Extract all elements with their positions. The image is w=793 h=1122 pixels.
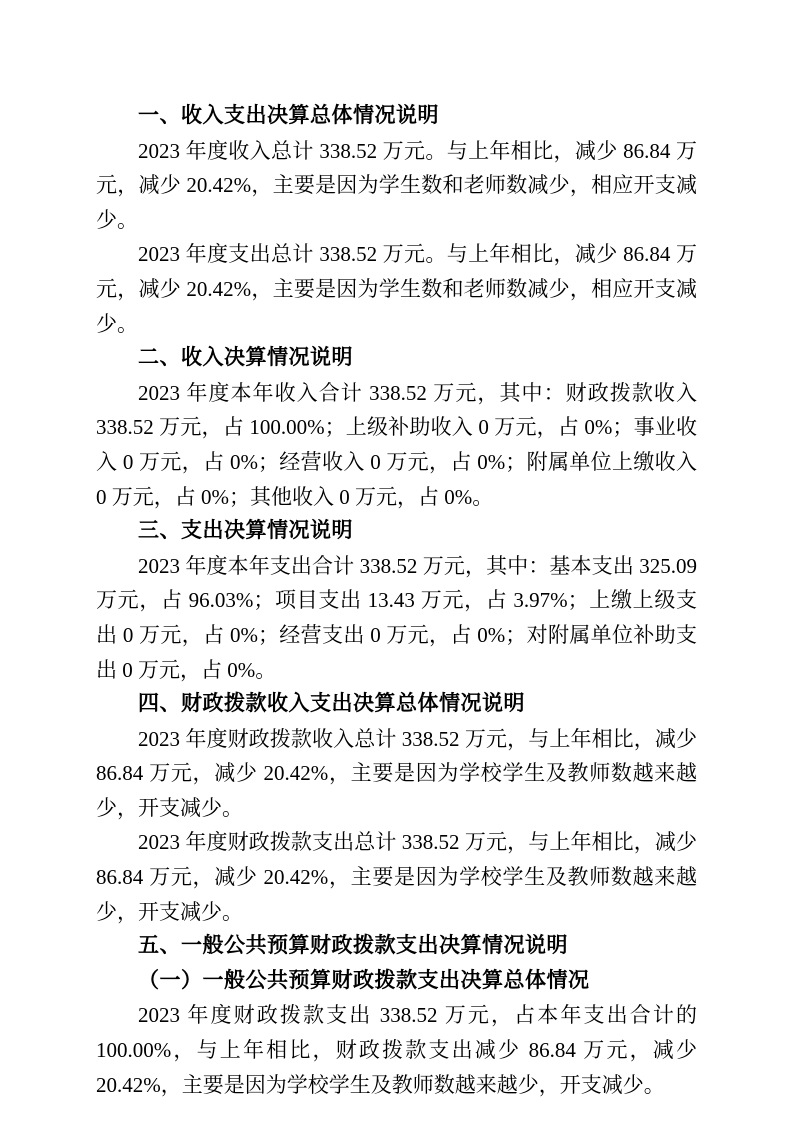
section-expenditure-final-accounts (96, 514, 697, 687)
section-income-final-accounts (96, 341, 697, 514)
section-5-subheading-1: （一）一般公共预算财政拨款支出决算总体情况 (138, 968, 590, 992)
section-2-heading: 二、收入决算情况说明 (138, 346, 353, 370)
section-fiscal-appropriation-overview (96, 687, 697, 929)
section-3-heading: 三、支出决算情况说明 (138, 519, 353, 543)
section-4-paragraph-1: 2023 年度财政拨款收入总计 338.52 万元，与上年相比，减少 86.84 万元，减少 20.42%，主要是因为学校学生及教师数越来越少，开支减少。 (96, 726, 697, 820)
section-1-paragraph-1: 2023 年度收入总计 338.52 万元。与上年相比，减少 86.84 万元，减少 20.42%，主要是因为学生数和老师数减少，相应开支减少。 (96, 138, 697, 232)
section-general-public-budget-expenditure (96, 929, 697, 1102)
section-5-paragraph-1: 2023 年度财政拨款支出 338.52 万元，占本年支出合计的 100.00%，与上年相比，财政拨款支出减少 86.84 万元，减少 20.42%，主要是因为学校学生及教师数越来越少，开支减少。 (96, 1003, 697, 1097)
section-2-paragraph-1: 2023 年度本年收入合计 338.52 万元，其中：财政拨款收入 338.52 万元，占 100.00%；上级补助收入 0 万元，占 0%；事业收入 0 万元，占 0%；经营收入 0 万元，占 0%；附属单位上缴收入 0 万元，占 0%；其他收入 0 万元，占 0%。 (96, 380, 697, 509)
section-1-paragraph-2: 2023 年度支出总计 338.52 万元。与上年相比，减少 86.84 万元，减少 20.42%，主要是因为学生数和老师数减少，相应开支减少。 (96, 242, 697, 336)
section-5-heading: 五、一般公共预算财政拨款支出决算情况说明 (138, 934, 568, 958)
section-overall-income-expenditure (96, 99, 697, 341)
section-4-paragraph-2: 2023 年度财政拨款支出总计 338.52 万元，与上年相比，减少 86.84 万元，减少 20.42%，主要是因为学校学生及教师数越来越少，开支减少。 (96, 830, 697, 924)
section-3-paragraph-1: 2023 年度本年支出合计 338.52 万元，其中：基本支出 325.09 万元，占 96.03%；项目支出 13.43 万元，占 3.97%；上缴上级支出 0 万元，占 0%；经营支出 0 万元，占 0%；对附属单位补助支出 0 万元，占 0%。 (96, 553, 697, 682)
section-1-heading: 一、收入支出决算总体情况说明 (138, 104, 439, 127)
section-4-heading: 四、财政拨款收入支出决算总体情况说明 (138, 692, 525, 716)
